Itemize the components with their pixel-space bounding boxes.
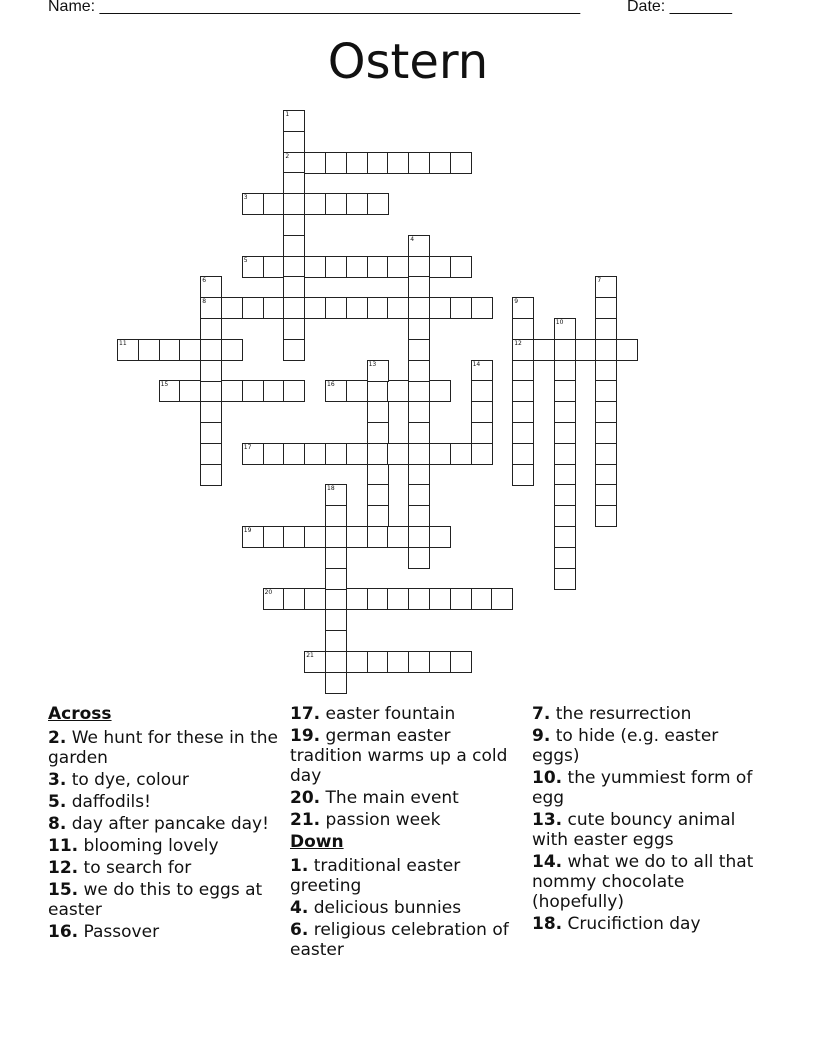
crossword-cell[interactable] xyxy=(554,547,576,569)
clue-number-label: 14. xyxy=(532,852,563,872)
crossword-cell[interactable] xyxy=(387,152,409,174)
crossword-cell[interactable] xyxy=(325,297,347,319)
crossword-cell[interactable] xyxy=(554,360,576,382)
crossword-cell[interactable] xyxy=(263,526,285,548)
crossword-cell[interactable] xyxy=(304,256,326,278)
crossword-cell[interactable] xyxy=(283,339,305,361)
clue-number: 2 xyxy=(285,152,290,160)
down-heading: Down xyxy=(290,832,344,852)
crossword-cell[interactable] xyxy=(595,422,617,444)
crossword-cell[interactable] xyxy=(200,443,222,465)
crossword-cell[interactable] xyxy=(283,256,305,278)
crossword-cell[interactable] xyxy=(367,505,389,527)
clue-text: daffodils! xyxy=(66,792,151,812)
clue-text: we do this to eggs at easter xyxy=(48,880,263,920)
crossword-cell[interactable] xyxy=(159,339,181,361)
crossword-cell[interactable] xyxy=(283,588,305,610)
clue-text: The main event xyxy=(320,788,459,808)
clue-number-label: 5. xyxy=(48,792,67,812)
crossword-cell[interactable] xyxy=(429,380,451,402)
clue-item xyxy=(290,810,526,830)
page-title: Ostern xyxy=(327,34,489,90)
clue-text: Passover xyxy=(78,922,160,942)
clue-number: 9 xyxy=(514,298,519,306)
crossword-cell[interactable] xyxy=(429,297,451,319)
clue-number: 16 xyxy=(327,381,335,389)
crossword-cell[interactable] xyxy=(283,235,305,257)
crossword-cell[interactable] xyxy=(367,651,389,673)
crossword-cell[interactable] xyxy=(595,464,617,486)
clue-item xyxy=(290,726,526,786)
crossword-cell[interactable] xyxy=(200,339,222,361)
clue-number: 13 xyxy=(368,360,377,368)
crossword-cell[interactable] xyxy=(221,339,243,361)
clue-item xyxy=(48,922,280,942)
crossword-cell[interactable] xyxy=(408,401,430,423)
crossword-cell[interactable] xyxy=(325,547,347,569)
crossword-cell[interactable] xyxy=(512,318,534,340)
crossword-cell[interactable] xyxy=(408,547,430,569)
clue-number: 8 xyxy=(202,298,207,306)
clue-item xyxy=(290,704,526,724)
crossword-cell[interactable] xyxy=(325,152,347,174)
clue-number-label: 20. xyxy=(290,788,321,808)
crossword-cell[interactable] xyxy=(471,588,493,610)
crossword-cell[interactable] xyxy=(263,443,285,465)
crossword-cell[interactable] xyxy=(283,131,305,153)
crossword-cell[interactable] xyxy=(429,152,451,174)
clue-number-label: 9. xyxy=(532,726,551,746)
crossword-cell[interactable] xyxy=(263,193,285,215)
crossword-cell[interactable] xyxy=(325,588,347,610)
clue-number-label: 13. xyxy=(532,810,563,830)
crossword-cell[interactable] xyxy=(471,360,493,382)
clue-item xyxy=(290,856,526,896)
clue-number: 19 xyxy=(243,527,252,534)
crossword-cell[interactable] xyxy=(595,401,617,423)
clue-number-label: 12. xyxy=(48,858,79,878)
crossword-cell[interactable] xyxy=(387,443,409,465)
crossword-cell[interactable] xyxy=(367,464,389,486)
crossword-cell[interactable] xyxy=(429,651,451,673)
crossword-cell[interactable] xyxy=(367,443,389,465)
clue-item xyxy=(532,810,764,850)
crossword-cell[interactable] xyxy=(263,256,285,278)
clue-number-label: 10. xyxy=(532,768,563,788)
clue-number: 21 xyxy=(306,651,314,659)
crossword-cell[interactable] xyxy=(242,443,264,465)
crossword-cell[interactable] xyxy=(408,526,430,548)
crossword-cell[interactable] xyxy=(221,297,243,319)
across-heading: Across xyxy=(48,704,112,724)
clue-number: 11 xyxy=(119,339,127,347)
crossword-cell[interactable] xyxy=(595,339,617,361)
clue-column-2 xyxy=(290,704,526,962)
crossword-cell[interactable] xyxy=(471,297,493,319)
crossword-cell[interactable] xyxy=(325,193,347,215)
crossword-cell[interactable] xyxy=(367,152,389,174)
crossword-cell[interactable] xyxy=(304,526,326,548)
clue-text: to search for xyxy=(78,858,192,878)
clue-text: to hide (e.g. easter eggs) xyxy=(532,726,719,766)
clue-number: 6 xyxy=(202,277,207,285)
clue-column-3 xyxy=(532,704,764,936)
crossword-cell[interactable] xyxy=(200,422,222,444)
crossword-cell[interactable] xyxy=(512,339,534,361)
crossword-cell[interactable] xyxy=(367,588,389,610)
crossword-cell[interactable] xyxy=(242,380,264,402)
crossword-cell[interactable] xyxy=(304,193,326,215)
crossword-cell[interactable] xyxy=(554,422,576,444)
date-field-label: Date: _______ xyxy=(627,0,732,15)
crossword-cell[interactable] xyxy=(283,193,305,215)
crossword-cell[interactable] xyxy=(429,256,451,278)
crossword-cell[interactable] xyxy=(450,588,472,610)
crossword-cell[interactable] xyxy=(408,152,430,174)
crossword-cell[interactable] xyxy=(554,443,576,465)
crossword-cell[interactable] xyxy=(512,380,534,402)
crossword-cell[interactable] xyxy=(283,110,305,132)
clue-number: 14 xyxy=(472,360,481,368)
clue-item xyxy=(48,770,280,790)
crossword-cell[interactable] xyxy=(387,380,409,402)
crossword-cell[interactable] xyxy=(325,630,347,652)
crossword-cell[interactable] xyxy=(595,443,617,465)
clue-number: 4 xyxy=(410,235,415,243)
crossword-cell[interactable] xyxy=(450,297,472,319)
clue-number: 15 xyxy=(160,381,169,389)
crossword-cell[interactable] xyxy=(595,484,617,506)
clue-number-label: 18. xyxy=(532,914,563,934)
crossword-cell[interactable] xyxy=(325,672,347,694)
crossword-cell[interactable] xyxy=(408,380,430,402)
crossword-cell[interactable] xyxy=(346,256,368,278)
crossword-cell[interactable] xyxy=(325,484,347,506)
clue-item xyxy=(532,726,764,766)
crossword-cell[interactable] xyxy=(408,318,430,340)
crossword-cell[interactable] xyxy=(450,256,472,278)
crossword-cell[interactable] xyxy=(554,526,576,548)
crossword-cell[interactable] xyxy=(471,380,493,402)
crossword-cell[interactable] xyxy=(533,339,555,361)
crossword-cell[interactable] xyxy=(387,297,409,319)
crossword-cell[interactable] xyxy=(367,297,389,319)
clue-text: the yummiest form of egg xyxy=(532,768,753,808)
crossword-cell[interactable] xyxy=(346,651,368,673)
crossword-cell[interactable] xyxy=(554,464,576,486)
crossword-cell[interactable] xyxy=(408,443,430,465)
clue-number-label: 16. xyxy=(48,922,79,942)
crossword-cell[interactable] xyxy=(200,464,222,486)
crossword-cell[interactable] xyxy=(346,297,368,319)
crossword-cell[interactable] xyxy=(283,443,305,465)
crossword-cell[interactable] xyxy=(575,339,597,361)
crossword-cell[interactable] xyxy=(200,380,222,402)
crossword-cell[interactable] xyxy=(325,505,347,527)
crossword-cell[interactable] xyxy=(367,360,389,382)
crossword-cell[interactable] xyxy=(325,651,347,673)
clue-text: delicious bunnies xyxy=(308,898,462,918)
crossword-cell[interactable] xyxy=(429,443,451,465)
clue-number: 7 xyxy=(597,277,602,285)
crossword-cell[interactable] xyxy=(283,276,305,298)
crossword-cell[interactable] xyxy=(283,152,305,174)
crossword-cell[interactable] xyxy=(512,443,534,465)
crossword-cell[interactable] xyxy=(408,360,430,382)
clue-item xyxy=(48,836,280,856)
crossword-cell[interactable] xyxy=(512,401,534,423)
crossword-cell[interactable] xyxy=(616,339,638,361)
crossword-cell[interactable] xyxy=(304,651,326,673)
crossword-cell[interactable] xyxy=(283,297,305,319)
crossword-cell[interactable] xyxy=(263,588,285,610)
clue-column-1 xyxy=(48,704,280,944)
crossword-cell[interactable] xyxy=(471,422,493,444)
clue-number-label: 6. xyxy=(290,920,309,940)
crossword-cell[interactable] xyxy=(554,318,576,340)
crossword-cell[interactable] xyxy=(554,401,576,423)
crossword-cell[interactable] xyxy=(450,152,472,174)
clue-number-label: 1. xyxy=(290,856,309,876)
clue-number-label: 21. xyxy=(290,810,321,830)
crossword-cell[interactable] xyxy=(138,339,160,361)
crossword-cell[interactable] xyxy=(221,380,243,402)
clue-item xyxy=(290,788,526,808)
crossword-cell[interactable] xyxy=(450,651,472,673)
crossword-cell[interactable] xyxy=(263,380,285,402)
crossword-cell[interactable] xyxy=(325,568,347,590)
clue-number: 1 xyxy=(285,111,290,118)
crossword-cell[interactable] xyxy=(179,380,201,402)
crossword-cell[interactable] xyxy=(325,443,347,465)
clue-text: german easter tradition warms up a cold day xyxy=(290,726,508,786)
clue-item xyxy=(48,858,280,878)
crossword-cell[interactable] xyxy=(408,276,430,298)
crossword-cell[interactable] xyxy=(304,443,326,465)
clue-text: religious celebration of easter xyxy=(290,920,509,960)
crossword-cell[interactable] xyxy=(325,256,347,278)
crossword-cell[interactable] xyxy=(346,193,368,215)
clue-text: what we do to all that nommy chocolate (hopefully) xyxy=(532,852,754,912)
clue-number-label: 4. xyxy=(290,898,309,918)
clue-number: 12 xyxy=(514,339,522,347)
crossword-cell[interactable] xyxy=(346,588,368,610)
clue-text: the resurrection xyxy=(550,704,692,724)
crossword-cell[interactable] xyxy=(242,193,264,215)
crossword-cell[interactable] xyxy=(554,380,576,402)
clue-number-label: 7. xyxy=(532,704,551,724)
crossword-cell[interactable] xyxy=(595,276,617,298)
clue-item xyxy=(48,814,280,834)
crossword-cell[interactable] xyxy=(242,526,264,548)
clue-number-label: 17. xyxy=(290,704,321,724)
crossword-cell[interactable] xyxy=(304,152,326,174)
crossword-cell[interactable] xyxy=(283,214,305,236)
crossword-cell[interactable] xyxy=(304,588,326,610)
crossword-cell[interactable] xyxy=(554,339,576,361)
crossword-cell[interactable] xyxy=(242,297,264,319)
clue-item xyxy=(290,920,526,960)
crossword-cell[interactable] xyxy=(346,526,368,548)
crossword-cell[interactable] xyxy=(408,339,430,361)
crossword-cell[interactable] xyxy=(263,297,285,319)
clue-item xyxy=(48,728,280,768)
clue-text: day after pancake day! xyxy=(66,814,269,834)
crossword-cell[interactable] xyxy=(387,651,409,673)
crossword-cell[interactable] xyxy=(200,276,222,298)
crossword-cell[interactable] xyxy=(179,339,201,361)
crossword-cell[interactable] xyxy=(408,256,430,278)
crossword-cell[interactable] xyxy=(387,526,409,548)
crossword-cell[interactable] xyxy=(346,380,368,402)
crossword-cell[interactable] xyxy=(283,172,305,194)
crossword-cell[interactable] xyxy=(554,505,576,527)
crossword-cell[interactable] xyxy=(325,609,347,631)
crossword-cell[interactable] xyxy=(491,588,513,610)
crossword-cell[interactable] xyxy=(304,297,326,319)
clue-text: Crucifiction day xyxy=(562,914,701,934)
crossword-cell[interactable] xyxy=(200,401,222,423)
clue-number-label: 3. xyxy=(48,770,67,790)
crossword-cell[interactable] xyxy=(367,484,389,506)
crossword-cell[interactable] xyxy=(554,484,576,506)
crossword-cell[interactable] xyxy=(283,526,305,548)
crossword-cell[interactable] xyxy=(408,484,430,506)
crossword-cell[interactable] xyxy=(408,297,430,319)
clue-item xyxy=(532,704,764,724)
crossword-cell[interactable] xyxy=(595,318,617,340)
clue-number: 5 xyxy=(243,256,248,264)
crossword-cell[interactable] xyxy=(283,318,305,340)
clue-text: traditional easter greeting xyxy=(290,856,461,896)
clue-item xyxy=(532,852,764,912)
crossword-cell[interactable] xyxy=(429,588,451,610)
crossword-cell[interactable] xyxy=(471,443,493,465)
clue-text: blooming lovely xyxy=(78,836,219,856)
clue-text: We hunt for these in the garden xyxy=(48,728,278,768)
crossword-cell[interactable] xyxy=(346,443,368,465)
crossword-cell[interactable] xyxy=(387,256,409,278)
crossword-cell[interactable] xyxy=(512,422,534,444)
clue-number: 18 xyxy=(327,485,335,493)
crossword-cell[interactable] xyxy=(512,360,534,382)
crossword-cell[interactable] xyxy=(200,318,222,340)
crossword-cell[interactable] xyxy=(325,380,347,402)
clue-item xyxy=(532,914,764,934)
crossword-cell[interactable] xyxy=(200,360,222,382)
crossword-cell[interactable] xyxy=(408,588,430,610)
clue-number-label: 2. xyxy=(48,728,67,748)
crossword-cell[interactable] xyxy=(595,360,617,382)
crossword-cell[interactable] xyxy=(595,297,617,319)
crossword-cell[interactable] xyxy=(387,588,409,610)
clue-number: 3 xyxy=(243,194,248,202)
clue-item xyxy=(290,898,526,918)
crossword-cell[interactable] xyxy=(512,297,534,319)
crossword-cell[interactable] xyxy=(408,422,430,444)
crossword-cell[interactable] xyxy=(367,380,389,402)
crossword-cell[interactable] xyxy=(346,152,368,174)
crossword-cell[interactable] xyxy=(367,193,389,215)
clue-number-label: 15. xyxy=(48,880,79,900)
clue-number-label: 8. xyxy=(48,814,67,834)
clue-number-label: 11. xyxy=(48,836,79,856)
crossword-cell[interactable] xyxy=(595,380,617,402)
clue-number: 10 xyxy=(555,319,564,326)
crossword-cell[interactable] xyxy=(242,256,264,278)
crossword-cell[interactable] xyxy=(367,401,389,423)
crossword-cell[interactable] xyxy=(471,401,493,423)
clue-text: cute bouncy animal with easter eggs xyxy=(532,810,736,850)
clue-number-label: 19. xyxy=(290,726,321,746)
crossword-cell[interactable] xyxy=(554,568,576,590)
clue-item xyxy=(48,880,280,920)
crossword-cell[interactable] xyxy=(367,422,389,444)
crossword-cell[interactable] xyxy=(429,526,451,548)
crossword-cell[interactable] xyxy=(117,339,139,361)
crossword-cell[interactable] xyxy=(367,256,389,278)
clue-item xyxy=(532,768,764,808)
crossword-cell[interactable] xyxy=(595,505,617,527)
clue-number: 17 xyxy=(243,443,252,451)
crossword-cell[interactable] xyxy=(367,526,389,548)
name-field-label: Name: ______________________________________________________ xyxy=(48,0,581,15)
clue-number: 20 xyxy=(264,589,273,597)
crossword-cell[interactable] xyxy=(283,380,305,402)
crossword-cell[interactable] xyxy=(408,651,430,673)
clue-text: easter fountain xyxy=(320,704,456,724)
crossword-cell[interactable] xyxy=(408,464,430,486)
crossword-cell[interactable] xyxy=(159,380,181,402)
crossword-cell[interactable] xyxy=(200,297,222,319)
crossword-cell[interactable] xyxy=(325,526,347,548)
clue-item xyxy=(48,792,280,812)
clue-text: to dye, colour xyxy=(66,770,189,790)
clue-text: passion week xyxy=(320,810,441,830)
crossword-cell[interactable] xyxy=(408,505,430,527)
crossword-cell[interactable] xyxy=(512,464,534,486)
crossword-cell[interactable] xyxy=(408,235,430,257)
crossword-cell[interactable] xyxy=(450,443,472,465)
